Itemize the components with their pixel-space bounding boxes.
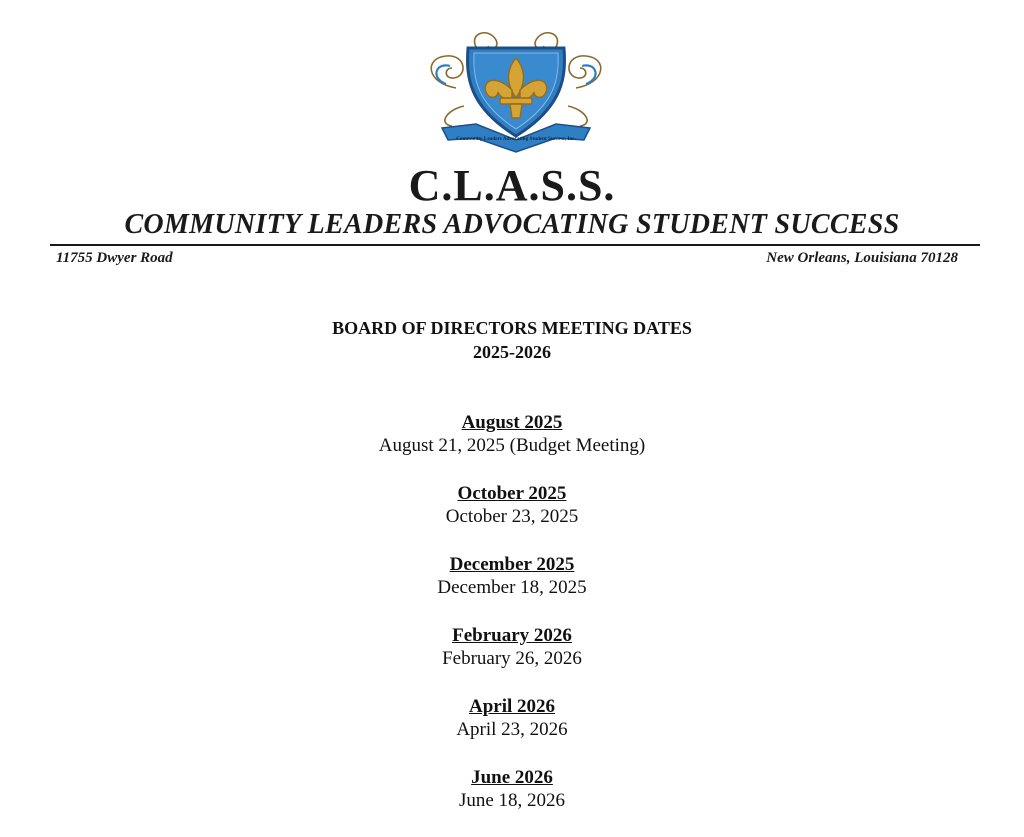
meeting-date: June 18, 2026: [458, 790, 566, 811]
meeting-date: October 23, 2025: [445, 506, 579, 527]
meeting-item: [0, 624, 1024, 695]
org-acronym: C.L.A.S.S.: [408, 161, 616, 210]
meeting-month: April 2026: [468, 696, 556, 717]
meeting-item: [0, 695, 1024, 766]
meeting-date: February 26, 2026: [442, 648, 582, 669]
meeting-item: [0, 482, 1024, 553]
meeting-date: December 18, 2025: [437, 577, 587, 598]
meeting-list: [0, 411, 1024, 837]
meeting-month: August 2025: [461, 412, 563, 433]
street-address: 11755 Dwyer Road: [56, 250, 173, 266]
city-address: New Orleans, Louisiana 70128: [766, 250, 958, 266]
meeting-date: August 21, 2025 (Budget Meeting): [378, 435, 646, 456]
meeting-date: April 23, 2026: [456, 719, 568, 740]
fleur-de-lis-shield-icon: [416, 28, 616, 156]
logo-banner-text: Community Leaders Advocating Student Success, Inc.: [456, 136, 576, 142]
document-title: BOARD OF DIRECTORS MEETING DATES: [332, 318, 692, 338]
document-year-range: 2025-2026: [473, 342, 551, 362]
meeting-item: [0, 553, 1024, 624]
org-full-name: COMMUNITY LEADERS ADVOCATING STUDENT SUCCESS: [124, 209, 900, 240]
meeting-item: [0, 411, 1024, 482]
meeting-item: [0, 766, 1024, 837]
letterhead-divider: [50, 244, 980, 246]
meeting-month: October 2025: [457, 483, 567, 504]
meeting-month: December 2025: [449, 554, 575, 575]
meeting-month: February 2026: [452, 625, 572, 646]
meeting-month: June 2026: [471, 767, 553, 788]
